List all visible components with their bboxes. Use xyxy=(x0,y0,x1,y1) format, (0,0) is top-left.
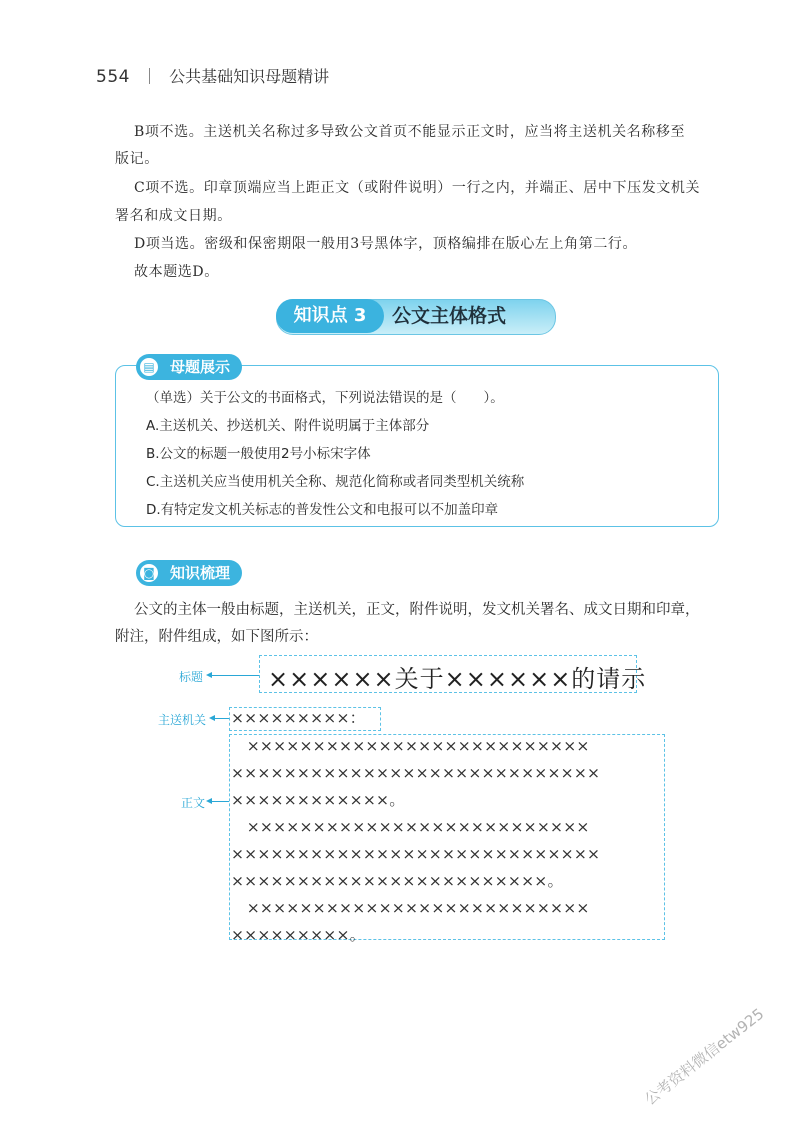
book-icon: ◙ xyxy=(138,562,160,584)
question-section-label-text: 母题展示 xyxy=(170,358,231,376)
recipient-arrow xyxy=(214,718,230,719)
body-line: ×××××××××××××××××××××××××× xyxy=(231,818,590,836)
analysis-answer: 故本题选D。 xyxy=(134,264,219,280)
diagram-recipient-text: ×××××××××： xyxy=(231,709,366,727)
option-d: D.有特定发文机关标志的普发性公文和电报可以不加盖印章 xyxy=(146,502,499,518)
body-line: ×××××××××××××××××××××××××××× xyxy=(231,845,601,863)
diagram-label-title: 标题 xyxy=(179,670,204,684)
body-arrow xyxy=(211,801,229,802)
diagram-body xyxy=(231,733,600,949)
body-line: ××××××××××××。 xyxy=(231,791,405,809)
book-title: 公共基础知识母题精讲 xyxy=(169,67,330,86)
diagram-title-text: ××××××关于××××××的请示 xyxy=(268,665,647,693)
analysis-b-line1: B项不选。主送机关名称过多导致公文首页不能显示正文时，应当将主送机关名称移至 xyxy=(134,124,686,140)
option-c: C.主送机关应当使用机关全称、规范化简称或者同类型机关统称 xyxy=(146,474,525,490)
page-header xyxy=(96,64,329,87)
body-line: ×××××××××。 xyxy=(231,926,366,944)
diagram-label-body: 正文 xyxy=(181,796,206,810)
option-a: A.主送机关、抄送机关、附件说明属于主体部分 xyxy=(146,418,430,434)
document-icon: ▤ xyxy=(138,356,160,378)
watermark: 公考资料微信etw925 xyxy=(641,1004,768,1109)
title-arrow xyxy=(211,675,259,676)
knowledge-point-title: 公文主体格式 xyxy=(392,305,507,327)
analysis-c-line1: C项不选。印章顶端应当上距正文（或附件说明）一行之内，并端正、居中下压发文机关 xyxy=(134,180,701,196)
question-stem: （单选）关于公文的书面格式，下列说法错误的是（ ）。 xyxy=(146,390,504,406)
option-b: B.公文的标题一般使用2号小标宋字体 xyxy=(146,446,371,462)
body-line: ×××××××××××××××××××××××××× xyxy=(231,737,590,755)
knowledge-intro-line2: 附注，附件组成，如下图所示： xyxy=(115,629,318,645)
knowledge-intro-line1: 公文的主体一般由标题，主送机关，正文，附件说明，发文机关署名、成文日期和印章， xyxy=(134,602,700,618)
analysis-block xyxy=(134,119,754,145)
analysis-d-line: D项当选。密级和保密期限一般用3号黑体字，顶格编排在版心左上角第二行。 xyxy=(134,236,638,252)
diagram-label-recipient: 主送机关 xyxy=(158,713,207,727)
body-line: ×××××××××××××××××××××××××× xyxy=(231,899,590,917)
analysis-c-line2: 署名和成文日期。 xyxy=(115,208,232,224)
header-divider xyxy=(149,68,150,84)
knowledge-section-label-text: 知识梳理 xyxy=(170,564,231,582)
analysis-b-line2: 版记。 xyxy=(115,151,159,167)
page-number: 554 xyxy=(96,67,130,87)
body-line: ×××××××××××××××××××××××××××× xyxy=(231,764,601,782)
body-line: ××××××××××××××××××××××××。 xyxy=(231,872,564,890)
knowledge-point-number: 知识点 3 xyxy=(276,299,384,333)
